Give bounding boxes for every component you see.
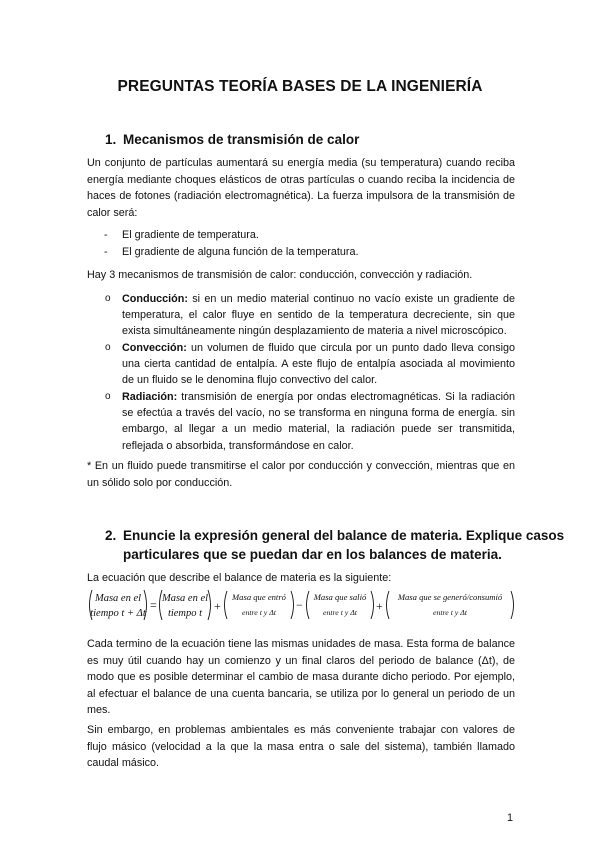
page-number: 1 bbox=[507, 812, 514, 824]
mechanism-text: si en un medio material continuo no vacío existe un gradiente de temperatura, el calor fluye en sentido de la temperatura decreciente, sin que exista simultáneamente ningún desplazamiento de materia a nivel microscópico. bbox=[122, 293, 515, 338]
eq-term3-line1: Masa que entró bbox=[232, 592, 286, 602]
mass-balance-equation bbox=[87, 588, 515, 622]
eq-term2-line2: tiempo t bbox=[167, 608, 203, 619]
section-2-title-line1: Enuncie la expresión general del balance de materia. Explique casos bbox=[123, 528, 565, 543]
section-2-title-line2: particulares que se puedan dar en los balances de materia. bbox=[123, 547, 502, 562]
mechanism-conveccion: o Convección: un volumen de fluido que circula por un punto dado lleva consigo una cierta cantidad de entalpía. A este flujo de entalpía asociada al movimiento de un fluido se le denomina flujo convectivo del calor. bbox=[105, 342, 515, 387]
section-1-number: 1. bbox=[105, 132, 117, 147]
mechanism-radiacion: o Radiación: transmisión de energía por ondas electromagnéticas. Si la radiación se efectúa a través del vacío, no se transforma en ninguna forma de energía. sin embargo, al llegar a un medio material, la radiación puede ser transmitida, reflejada o absorbida, transformándose en calor. bbox=[105, 391, 515, 452]
mechanism-name: Convección: bbox=[122, 342, 187, 354]
section-2-number: 2. bbox=[105, 528, 117, 543]
mechanism-name: Conducción: bbox=[122, 293, 188, 305]
eq-equals: = bbox=[150, 598, 157, 612]
mechanism-name: Radiación: bbox=[122, 391, 178, 403]
document-title: PREGUNTAS TEORÍA BASES DE LA INGENIERÍA bbox=[117, 78, 483, 95]
eq-term4-line1: Masa que salió bbox=[313, 592, 367, 602]
section-1-intro: Un conjunto de partículas aumentará su energía media (su temperatura) cuando reciba energía mediante choques elásticos de otras partículas o cuando reciba la incidencia de haces de fotones (radiación electromagnética). La fuerza impulsora de la transmisión de calor será: bbox=[87, 157, 515, 219]
eq-term3-line2: entre t y Δt bbox=[242, 608, 276, 617]
eq-term5-line1: Masa que se generó/consumió bbox=[397, 592, 503, 602]
balance-paragraph-2: Sin embargo, en problemas ambientales es más conveniente trabajar con valores de flujo másico (velocidad a la que la masa entra o sale del sistema), también llamado caudal másico. bbox=[87, 724, 515, 769]
note-paragraph: * En un fluido puede transmitirse el calor por conducción y convección, mientras que en un sólido solo por conducción. bbox=[87, 460, 515, 489]
mechanism-text: un volumen de fluido que circula por un punto dado lleva consigo una cierta cantidad de entalpía. A este flujo de entalpía asociada al movimiento de un fluido se le denomina flujo convectivo del calor. bbox=[122, 342, 515, 387]
mechanisms-intro: Hay 3 mecanismos de transmisión de calor: conducción, convección y radiación. bbox=[87, 269, 473, 281]
document-page: PREGUNTAS TEORÍA BASES DE LA INGENIERÍA 1. Mecanismos de transmisión de calor Un conjunto de partículas aumentará su energía media (su temperatura) cuando reciba energía mediante choques elásticos de otras partículas o cuando reciba la incidencia de haces de fotones (radiación electromagnética). La fuerza impulsora de la transmisión de calor será: - El gradiente de temperatura. - El gradiente de alguna función de la temperatura. Hay 3 mecanismos de transmisión de calor: conducción, convección y radiación. o Conducción: si en un medio material continuo no vacío existe un gradiente de temperatura, el calor fluye en sentido de la temperatura decreciente, sin que exista simultáneamente ningún desplazamiento de materia a nivel microscópico. o Convección: un volumen de fluido que circula por un punto dado lleva consigo una cierta cantidad de entalpía. A este flujo de entalpía asociada al movimiento de un fluido se le denomina flujo convectivo del calor. o Radiación: transmisión de energía por ondas electromagnéticas. Si la radiación se efectúa a través del vacío, no se transforma en ninguna forma de energía. sin embargo, al llegar a un medio material, la radiación puede ser transmitida, reflejada o absorbida, transformándose en calor. * En un fluido puede transmitirse el calor por conducción y convección, mientras que en un sólido solo por conducción. 2. Enuncie la expresión general del balance de materia. Explique casos particulares que se puedan dar en los balances de materia. La ecuación que describe el balance de materia es la siguiente: Masa en el tiempo t + Δt = Masa en el tiempo t + Masa que entró entre t y Δt − Masa que salió entre t y Δt + Masa que se generó/consumió entre t y Δt Cada termino de la ecuación tiene las mismas unidades de masa. Esta forma de balance es muy útil cuando hay un comienzo y un final claros del periodo de balance (Δt), de modo que es posible determinar el cambio de masa durante dicho periodo. Por ejemplo, al efectuar el balance de una cuenta bancaria, se utiliza por lo general un periodo de un mes. Sin embargo, en problemas ambientales es más conveniente trabajar con valores de flujo másico (velocidad a la que la masa entra o sale del sistema), también llamado caudal másico. 1 bbox=[0, 0, 600, 848]
section-1-title: Mecanismos de transmisión de calor bbox=[123, 132, 360, 147]
mechanism-text: transmisión de energía por ondas electromagnéticas. Si la radiación se efectúa a través del vacío, no se transforma en ninguna forma de energía. sin embargo, al llegar a un medio material, la radiación puede ser transmitida, reflejada o absorbida, transformándose en calor. bbox=[122, 391, 515, 452]
eq-term4-line2: entre t y Δt bbox=[323, 608, 357, 617]
mechanism-conduccion: o Conducción: si en un medio material continuo no vacío existe un gradiente de temperatura, el calor fluye en sentido de la temperatura decreciente, sin que exista simultáneamente ningún desplazamiento de materia a nivel microscópico. bbox=[105, 293, 515, 338]
balance-paragraph-1: Cada termino de la ecuación tiene las mismas unidades de masa. Esta forma de balance es muy útil cuando hay un comienzo y un final claros del periodo de balance (Δt), de modo que es posible determinar el cambio de masa durante dicho periodo. Por ejemplo, al efectuar el balance de una cuenta bancaria, se utiliza por lo general un periodo de un mes. bbox=[87, 638, 515, 716]
eq-term5-line2: entre t y Δt bbox=[433, 608, 467, 617]
equation-intro: La ecuación que describe el balance de materia es la siguiente: bbox=[87, 572, 392, 584]
eq-minus: − bbox=[296, 598, 303, 612]
eq-plus-1: + bbox=[214, 599, 221, 613]
eq-term1-line2: tiempo t + Δt bbox=[90, 608, 146, 619]
eq-plus-2: + bbox=[376, 599, 383, 613]
eq-term1-line1: Masa en el bbox=[94, 593, 142, 604]
eq-term2-line1: Masa en el bbox=[161, 593, 209, 604]
